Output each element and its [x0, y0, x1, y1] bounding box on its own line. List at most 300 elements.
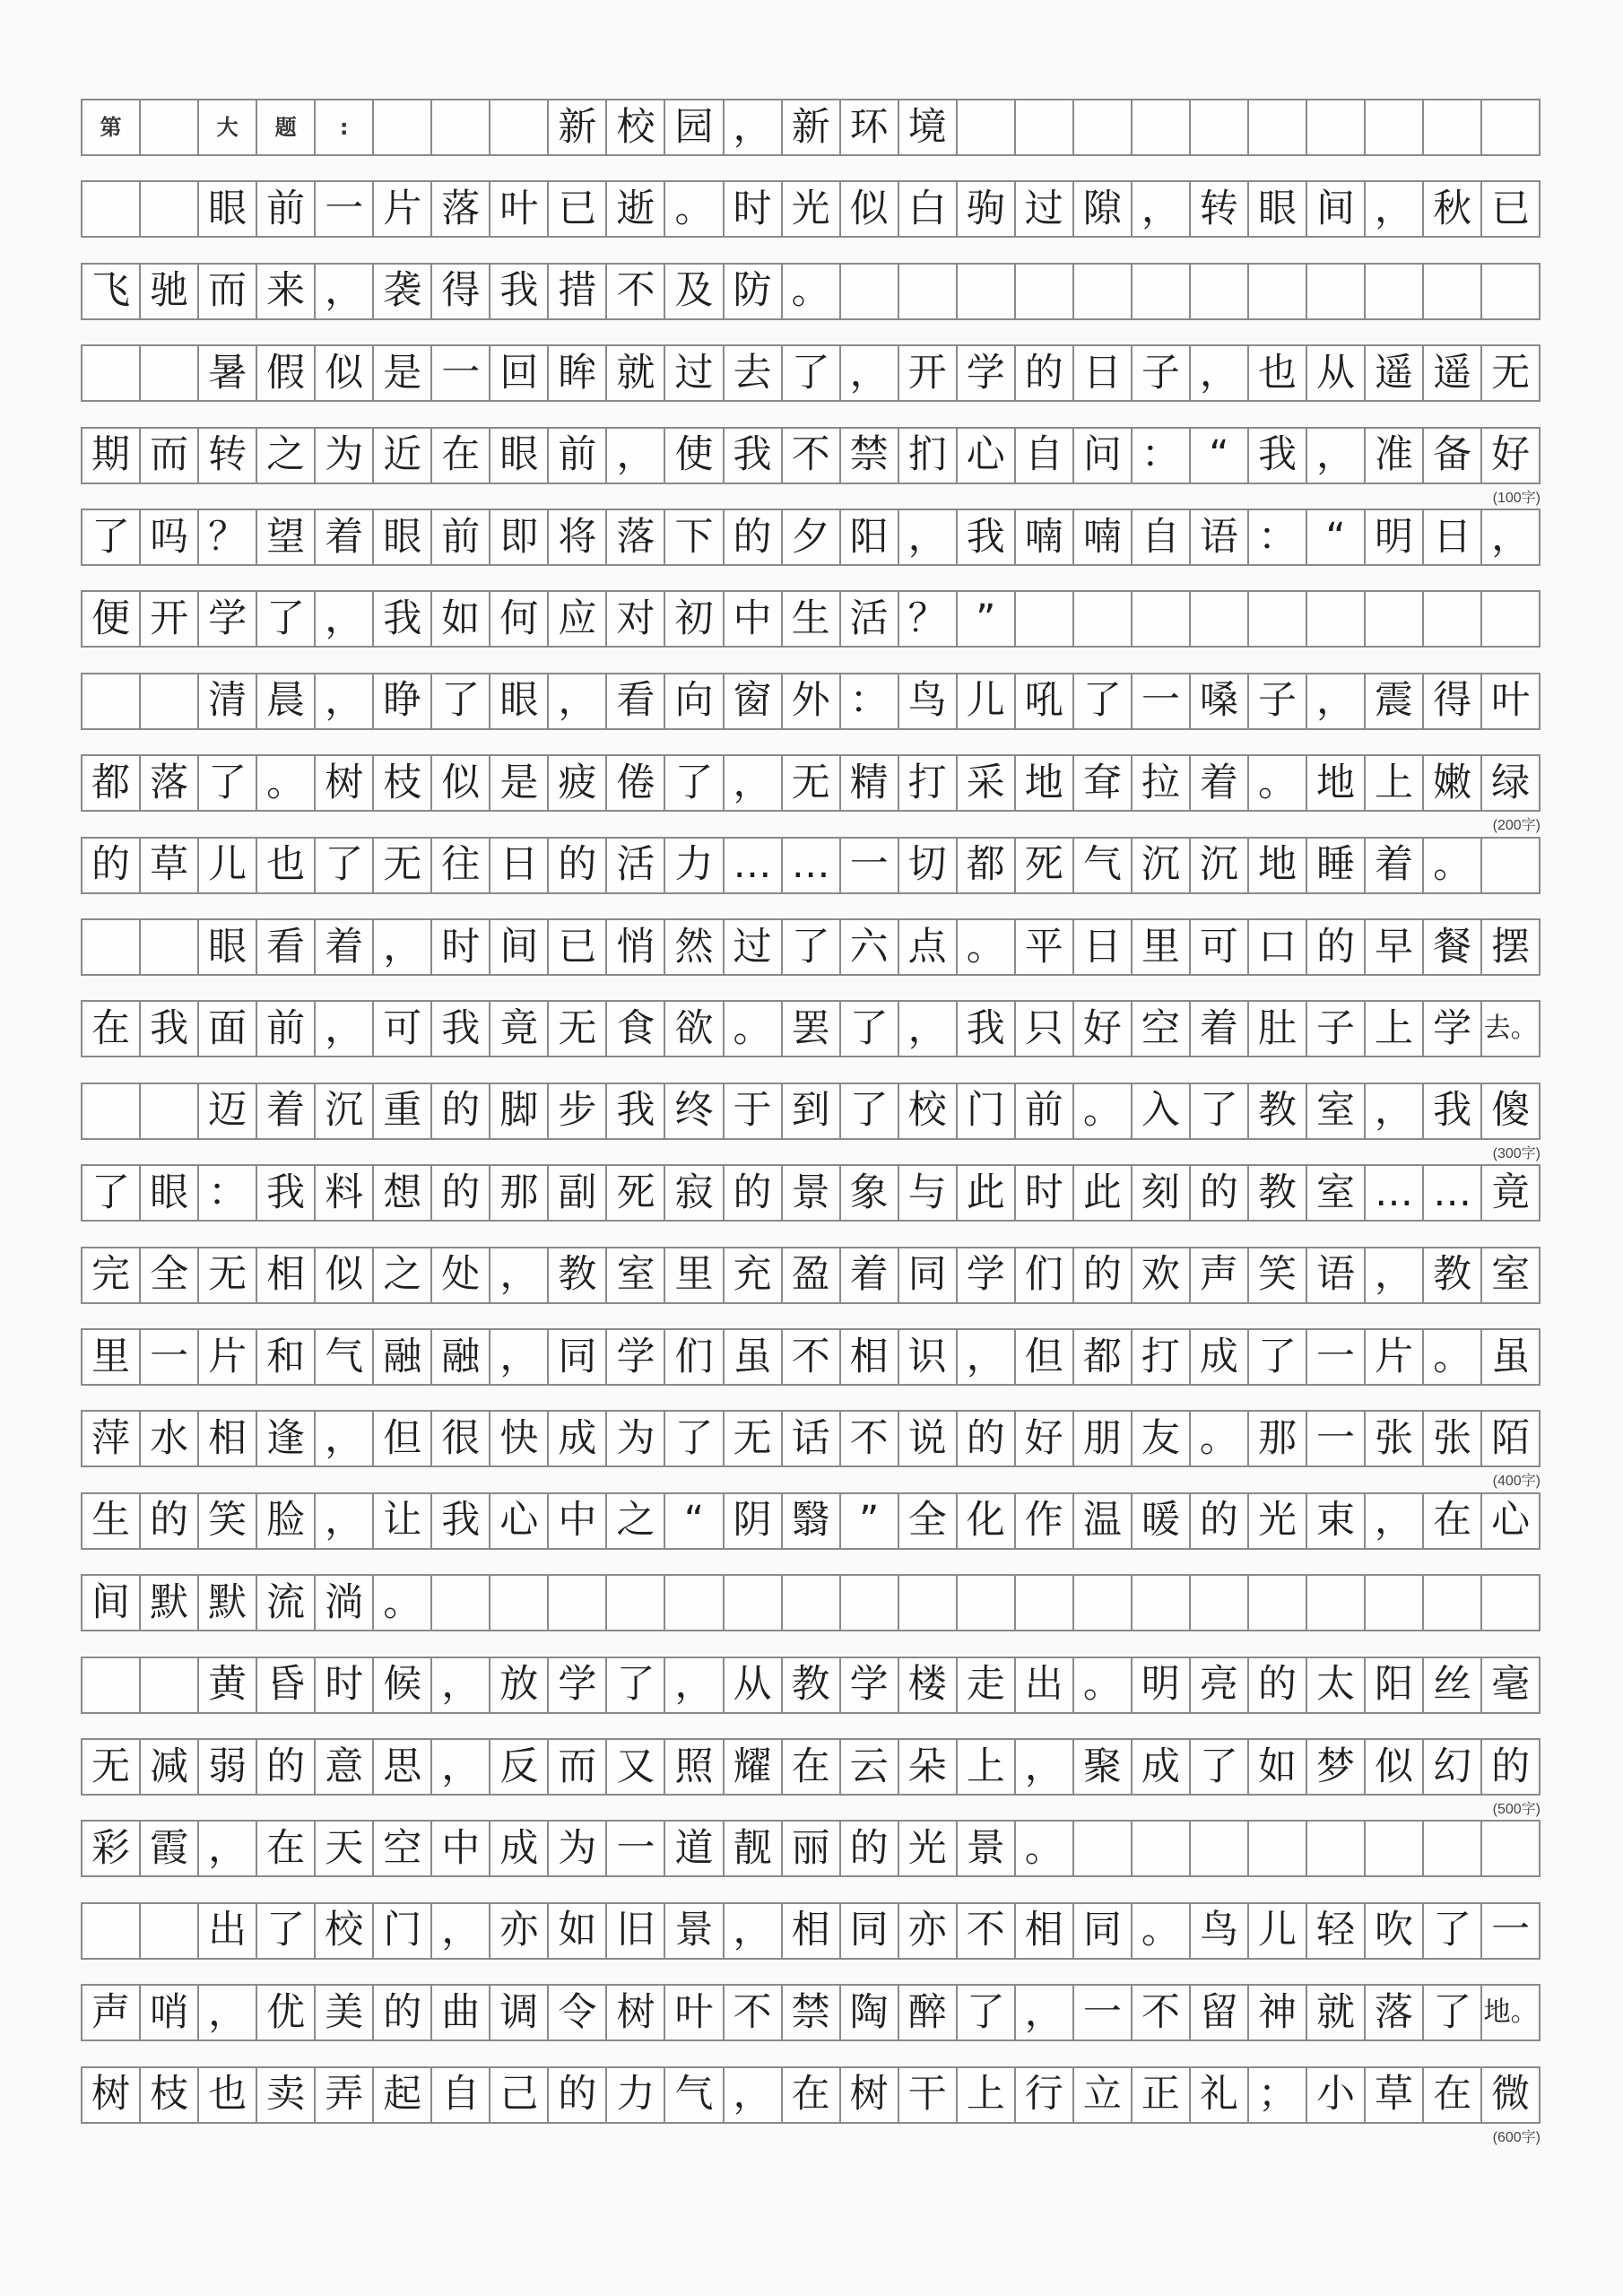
- essay-row: [81, 344, 1541, 402]
- grid-cell: 水: [141, 1412, 199, 1465]
- grid-cell: [1249, 1822, 1307, 1875]
- grid-cell: 的: [725, 1166, 783, 1220]
- grid-cell: 门: [374, 1904, 432, 1958]
- grid-cell: 隙: [1074, 182, 1133, 236]
- grid-cell: 食: [607, 1002, 665, 1056]
- grid-cell: 意: [316, 1740, 374, 1794]
- grid-cell: 。: [374, 1576, 432, 1630]
- grid-cell: 着: [316, 920, 374, 974]
- grid-cell: 阴: [725, 1494, 783, 1548]
- grid-cell: …: [725, 839, 783, 892]
- grid-cell: 我: [374, 592, 432, 646]
- grid-cell: 也: [1249, 346, 1307, 400]
- grid-cell: 学: [958, 346, 1016, 400]
- grid-cell: 过: [725, 920, 783, 974]
- grid-cell: ，: [1366, 182, 1424, 236]
- grid-cell: ，: [199, 1822, 257, 1875]
- grid-cell: [1424, 265, 1482, 318]
- grid-cell: 之: [607, 1494, 665, 1548]
- grid-cell: [1191, 1822, 1249, 1875]
- grid-cell: 片: [374, 182, 432, 236]
- grid-cell: 得: [432, 265, 490, 318]
- grid-cell: 重: [374, 1084, 432, 1138]
- grid-cell: 入: [1133, 1084, 1191, 1138]
- grid-cell: 里: [665, 1248, 724, 1302]
- grid-cell: ，: [432, 1740, 490, 1794]
- grid-cell: 景: [783, 1166, 841, 1220]
- grid-cell: ，: [432, 1904, 490, 1958]
- grid-cell: [1074, 592, 1133, 646]
- grid-cell: 树: [316, 756, 374, 810]
- grid-cell: 前: [549, 429, 607, 483]
- grid-cell: 光: [899, 1822, 958, 1875]
- grid-cell: 间: [82, 1576, 141, 1630]
- grid-cell: 可: [1191, 920, 1249, 974]
- grid-cell: 立: [1074, 2068, 1133, 2122]
- grid-cell: 自: [1133, 510, 1191, 564]
- grid-cell: 己: [490, 2068, 549, 2122]
- grid-cell: 看: [607, 674, 665, 728]
- grid-cell: [432, 1576, 490, 1630]
- grid-cell: 温: [1074, 1494, 1133, 1548]
- grid-cell: 的: [141, 1494, 199, 1548]
- grid-cell: 我: [432, 1002, 490, 1056]
- grid-cell: 张: [1424, 1412, 1482, 1465]
- grid-cell: 曲: [432, 1986, 490, 2039]
- grid-cell: 得: [1424, 674, 1482, 728]
- grid-cell: 喃: [1074, 510, 1133, 564]
- grid-cell: 此: [958, 1166, 1016, 1220]
- grid-cell: 近: [374, 429, 432, 483]
- grid-cell: 从: [1307, 346, 1366, 400]
- grid-cell: 了: [607, 1658, 665, 1712]
- grid-cell: 优: [257, 1986, 316, 2039]
- essay-row: [81, 1164, 1541, 1222]
- grid-cell: 时: [316, 1658, 374, 1712]
- grid-cell: [1307, 592, 1366, 646]
- grid-cell: ，: [1307, 429, 1366, 483]
- grid-cell: 想: [374, 1166, 432, 1220]
- grid-cell: “: [1307, 510, 1366, 564]
- grid-cell: 不: [607, 265, 665, 318]
- grid-cell: 陌: [1491, 1415, 1531, 1461]
- grid-cell: 的: [549, 2068, 607, 2122]
- grid-cell: ，: [490, 1330, 549, 1384]
- grid-cell: 行: [1016, 2068, 1074, 2122]
- grid-cell: 我: [958, 510, 1016, 564]
- grid-cell: 令: [549, 1986, 607, 2039]
- grid-cell: 着: [257, 1084, 316, 1138]
- header-blank-cell: [1249, 100, 1307, 154]
- grid-cell: ，: [1016, 1986, 1074, 2039]
- grid-cell: 落: [141, 756, 199, 810]
- grid-cell: 扪: [899, 429, 958, 483]
- grid-cell: ，: [374, 920, 432, 974]
- grid-cell: 相: [257, 1248, 316, 1302]
- grid-cell: 。: [1074, 1658, 1133, 1712]
- grid-cell: 回: [490, 346, 549, 400]
- header-title-char: 校: [607, 100, 665, 154]
- grid-cell: 。: [725, 1002, 783, 1056]
- grid-cell: 前: [432, 510, 490, 564]
- grid-cell: [1133, 265, 1191, 318]
- grid-cell: 白: [899, 182, 958, 236]
- grid-cell: [1366, 1822, 1424, 1875]
- word-count-marker: (400字): [1492, 1474, 1541, 1490]
- grid-cell: 如: [432, 592, 490, 646]
- grid-cell: 教: [783, 1658, 841, 1712]
- grid-cell: 阳: [841, 510, 899, 564]
- grid-cell: 中: [432, 1822, 490, 1875]
- grid-cell: 之: [374, 1248, 432, 1302]
- grid-cell: 梦: [1307, 1740, 1366, 1794]
- grid-cell: 眼: [490, 429, 549, 483]
- grid-cell: [1016, 592, 1074, 646]
- grid-cell: 子: [1307, 1002, 1366, 1056]
- grid-cell: 即: [490, 510, 549, 564]
- essay-row: [81, 1000, 1541, 1057]
- grid-cell: [82, 1084, 141, 1138]
- grid-cell: 前: [257, 1002, 316, 1056]
- grid-cell: 早: [1366, 920, 1424, 974]
- grid-cell: 对: [607, 592, 665, 646]
- essay-row: [81, 1410, 1541, 1467]
- grid-cell: 们: [665, 1330, 724, 1384]
- grid-cell: ”: [958, 592, 1016, 646]
- essay-row: [81, 427, 1541, 484]
- grid-cell: 下: [665, 510, 724, 564]
- word-count-marker: (600字): [1492, 2129, 1541, 2145]
- grid-cell: 。: [1191, 1412, 1249, 1465]
- grid-cell: 我: [958, 1002, 1016, 1056]
- grid-cell: 我: [141, 1002, 199, 1056]
- grid-cell: 空: [374, 1822, 432, 1875]
- grid-cell: 不: [1133, 1986, 1191, 2039]
- grid-cell: [82, 346, 141, 400]
- grid-cell: 虽: [1491, 1334, 1531, 1379]
- grid-cell: 为: [607, 1412, 665, 1465]
- grid-cell: 间: [1307, 182, 1366, 236]
- grid-cell: 日: [490, 839, 549, 892]
- grid-cell: 又: [607, 1740, 665, 1794]
- grid-cell: ，: [316, 265, 374, 318]
- grid-cell: 门: [958, 1084, 1016, 1138]
- grid-cell: 心: [490, 1494, 549, 1548]
- grid-cell: 在: [82, 1002, 141, 1056]
- grid-cell: [607, 1576, 665, 1630]
- grid-cell: 黄: [199, 1658, 257, 1712]
- grid-cell: 禁: [783, 1986, 841, 2039]
- grid-cell: 了: [783, 346, 841, 400]
- grid-cell: “: [1191, 429, 1249, 483]
- grid-cell: 叶: [1491, 678, 1531, 724]
- grid-cell: 时: [432, 920, 490, 974]
- grid-cell: ？: [199, 510, 257, 564]
- grid-cell: 眼: [199, 182, 257, 236]
- header-label-di: 第: [82, 100, 141, 154]
- grid-cell: 不: [841, 1412, 899, 1465]
- grid-cell: 为: [549, 1822, 607, 1875]
- grid-cell: 备: [1424, 429, 1482, 483]
- grid-cell: 候: [374, 1658, 432, 1712]
- header-blank-cell: [1307, 100, 1366, 154]
- grid-cell: [1424, 1576, 1482, 1630]
- grid-cell: 树: [841, 2068, 899, 2122]
- grid-cell: [1482, 839, 1539, 892]
- grid-cell: 悄: [607, 920, 665, 974]
- grid-cell: 了: [257, 1904, 316, 1958]
- grid-cell: 自: [432, 2068, 490, 2122]
- grid-cell: 震: [1366, 674, 1424, 728]
- grid-cell: 死: [607, 1166, 665, 1220]
- grid-cell: 的: [1191, 1166, 1249, 1220]
- grid-cell: 室: [1307, 1084, 1366, 1138]
- grid-cell: 打: [899, 756, 958, 810]
- grid-cell: ，: [1366, 1084, 1424, 1138]
- grid-cell: ：: [199, 1166, 257, 1220]
- grid-cell: 在: [783, 2068, 841, 2122]
- grid-cell: 眸: [549, 346, 607, 400]
- grid-cell: ，: [841, 346, 899, 400]
- word-count-marker: (200字): [1492, 818, 1541, 834]
- grid-cell: 地: [1016, 756, 1074, 810]
- grid-cell: 朵: [899, 1740, 958, 1794]
- grid-cell: 可: [374, 1002, 432, 1056]
- grid-cell: 一: [1074, 1986, 1133, 2039]
- grid-cell: 道: [665, 1822, 724, 1875]
- grid-cell: 肚: [1249, 1002, 1307, 1056]
- grid-cell: 力: [607, 2068, 665, 2122]
- grid-cell: 校: [899, 1084, 958, 1138]
- grid-cell: 向: [665, 674, 724, 728]
- grid-cell: [141, 674, 199, 728]
- grid-cell: 虽: [725, 1330, 783, 1384]
- grid-cell: [1249, 592, 1307, 646]
- grid-cell: 都: [82, 756, 141, 810]
- grid-cell: ，: [1366, 1248, 1424, 1302]
- grid-cell: 就: [607, 346, 665, 400]
- grid-cell: 淌: [316, 1576, 374, 1630]
- grid-cell: 室: [607, 1248, 665, 1302]
- grid-cell: 的: [82, 839, 141, 892]
- grid-cell: [1366, 1576, 1424, 1630]
- grid-cell: 一: [607, 1822, 665, 1875]
- grid-cell: [82, 674, 141, 728]
- grid-cell: 欲: [665, 1002, 724, 1056]
- grid-cell: [1366, 265, 1424, 318]
- header-row: [81, 99, 1541, 156]
- grid-cell: 应: [549, 592, 607, 646]
- grid-cell: 眼: [1249, 182, 1307, 236]
- essay-row: [81, 754, 1541, 812]
- grid-cell: 语: [1191, 510, 1249, 564]
- grid-cell: 丝: [1424, 1658, 1482, 1712]
- word-count-marker: (500字): [1492, 1802, 1541, 1817]
- grid-cell: 弱: [199, 1740, 257, 1794]
- grid-cell: 树: [82, 2068, 141, 2122]
- grid-cell: [1074, 265, 1133, 318]
- grid-cell: 教: [549, 1248, 607, 1302]
- grid-cell: 在: [257, 1822, 316, 1875]
- grid-cell: 成: [490, 1822, 549, 1875]
- grid-cell: 遥: [1366, 346, 1424, 400]
- grid-cell: 而: [549, 1740, 607, 1794]
- grid-cell: 喃: [1016, 510, 1074, 564]
- grid-cell: 枝: [141, 2068, 199, 2122]
- grid-cell: 了: [958, 1986, 1016, 2039]
- grid-cell: [725, 1576, 783, 1630]
- grid-cell: 的: [432, 1084, 490, 1138]
- essay-row: [81, 590, 1541, 648]
- grid-cell: 照: [665, 1740, 724, 1794]
- grid-cell: 儿: [958, 674, 1016, 728]
- grid-cell: 树: [607, 1986, 665, 2039]
- grid-cell: 摆: [1491, 924, 1531, 970]
- grid-cell: 气: [316, 1330, 374, 1384]
- grid-cell: 绿: [1491, 760, 1531, 805]
- grid-cell: 也: [257, 839, 316, 892]
- grid-cell: 只: [1016, 1002, 1074, 1056]
- grid-cell: 话: [783, 1412, 841, 1465]
- header-label-da: 大: [199, 100, 257, 154]
- grid-cell: 的: [257, 1740, 316, 1794]
- grid-cell: ，: [316, 1002, 374, 1056]
- grid-cell: ，: [316, 1494, 374, 1548]
- grid-cell: 默: [141, 1576, 199, 1630]
- grid-cell: [1307, 265, 1366, 318]
- grid-cell: 去。: [1483, 1013, 1538, 1045]
- grid-cell: 日: [1074, 920, 1133, 974]
- grid-cell: 全: [141, 1248, 199, 1302]
- grid-cell: 暖: [1133, 1494, 1191, 1548]
- grid-cell: 的: [1307, 920, 1366, 974]
- grid-cell: 正: [1133, 2068, 1191, 2122]
- essay-row: [81, 1738, 1541, 1796]
- grid-cell: 初: [665, 592, 724, 646]
- grid-cell: 儿: [199, 839, 257, 892]
- grid-cell: 副: [549, 1166, 607, 1220]
- grid-cell: 。: [1016, 1822, 1074, 1875]
- grid-cell: 气: [665, 2068, 724, 2122]
- grid-cell: [1133, 592, 1191, 646]
- grid-cell: [958, 1576, 1016, 1630]
- grid-cell: 地: [1249, 839, 1307, 892]
- essay-row: [81, 1902, 1541, 1960]
- grid-cell: 旧: [607, 1904, 665, 1958]
- grid-cell: ，: [1307, 674, 1366, 728]
- grid-cell: 傻: [1491, 1088, 1531, 1134]
- grid-cell: 的: [1016, 346, 1074, 400]
- grid-cell: 教: [1424, 1248, 1482, 1302]
- grid-cell: 到: [783, 1084, 841, 1138]
- grid-cell: 步: [549, 1084, 607, 1138]
- grid-cell: 了: [1074, 674, 1133, 728]
- header-blank-cell: [1366, 100, 1424, 154]
- word-count-marker: (100字): [1492, 490, 1541, 506]
- grid-cell: 我: [490, 265, 549, 318]
- grid-cell: 的: [841, 1822, 899, 1875]
- grid-cell: 的: [374, 1986, 432, 2039]
- grid-cell: 就: [1307, 1986, 1366, 2039]
- header-title-char: 环: [841, 100, 899, 154]
- grid-cell: 无: [1491, 350, 1531, 396]
- grid-cell: 都: [958, 839, 1016, 892]
- grid-cell: 寂: [665, 1166, 724, 1220]
- grid-cell: 一: [432, 346, 490, 400]
- header-title-char: 境: [899, 100, 958, 154]
- grid-cell: 外: [783, 674, 841, 728]
- grid-cell: 睁: [374, 674, 432, 728]
- grid-cell: 好: [1016, 1412, 1074, 1465]
- grid-cell: 鸟: [1191, 1904, 1249, 1958]
- grid-cell: 着: [1191, 756, 1249, 810]
- grid-cell: 耷: [1074, 756, 1133, 810]
- grid-cell: 都: [1074, 1330, 1133, 1384]
- grid-cell: 叶: [665, 1986, 724, 2039]
- grid-cell: ，: [607, 429, 665, 483]
- grid-cell: 同: [841, 1904, 899, 1958]
- grid-cell: 了: [783, 920, 841, 974]
- grid-cell: 空: [1133, 1002, 1191, 1056]
- grid-cell: 力: [665, 839, 724, 892]
- grid-cell: 是: [374, 346, 432, 400]
- grid-cell: 切: [899, 839, 958, 892]
- grid-cell: ，: [899, 510, 958, 564]
- header-blank-cell: [958, 100, 1016, 154]
- grid-cell: 卖: [257, 2068, 316, 2122]
- grid-cell: 室: [1491, 1252, 1531, 1298]
- grid-cell: ，: [490, 1248, 549, 1302]
- grid-cell: [1016, 265, 1074, 318]
- essay-row: [81, 1492, 1541, 1550]
- grid-cell: [1482, 1576, 1539, 1630]
- grid-cell: [141, 920, 199, 974]
- grid-cell: 放: [490, 1658, 549, 1712]
- grid-cell: 了: [1249, 1330, 1307, 1384]
- grid-cell: 我: [1424, 1084, 1482, 1138]
- grid-cell: 如: [1249, 1740, 1307, 1794]
- grid-cell: 教: [1249, 1084, 1307, 1138]
- grid-cell: 地: [1307, 756, 1366, 810]
- grid-cell: 倦: [607, 756, 665, 810]
- grid-cell: 时: [1016, 1166, 1074, 1220]
- grid-cell: 及: [665, 265, 724, 318]
- grid-cell: 清: [199, 674, 257, 728]
- grid-cell: ，: [549, 674, 607, 728]
- grid-cell: 片: [1366, 1330, 1424, 1384]
- grid-cell: …: [783, 839, 841, 892]
- grid-cell: ？: [899, 592, 958, 646]
- grid-cell: [1133, 1822, 1191, 1875]
- grid-cell: ，: [199, 1986, 257, 2039]
- grid-cell: 活: [841, 592, 899, 646]
- grid-cell: 而: [199, 265, 257, 318]
- grid-cell: 心: [1491, 1498, 1531, 1544]
- grid-cell: 无: [783, 756, 841, 810]
- grid-cell: 着: [841, 1248, 899, 1302]
- grid-cell: 无: [725, 1412, 783, 1465]
- grid-cell: 日: [1074, 346, 1133, 400]
- grid-cell: 的: [725, 510, 783, 564]
- grid-cell: 禁: [841, 429, 899, 483]
- grid-cell: 时: [725, 182, 783, 236]
- grid-cell: 一: [141, 1330, 199, 1384]
- grid-cell: 料: [316, 1166, 374, 1220]
- header-title-char: 新: [783, 100, 841, 154]
- grid-cell: 吼: [1016, 674, 1074, 728]
- grid-cell: 疲: [549, 756, 607, 810]
- grid-cell: 问: [1074, 429, 1133, 483]
